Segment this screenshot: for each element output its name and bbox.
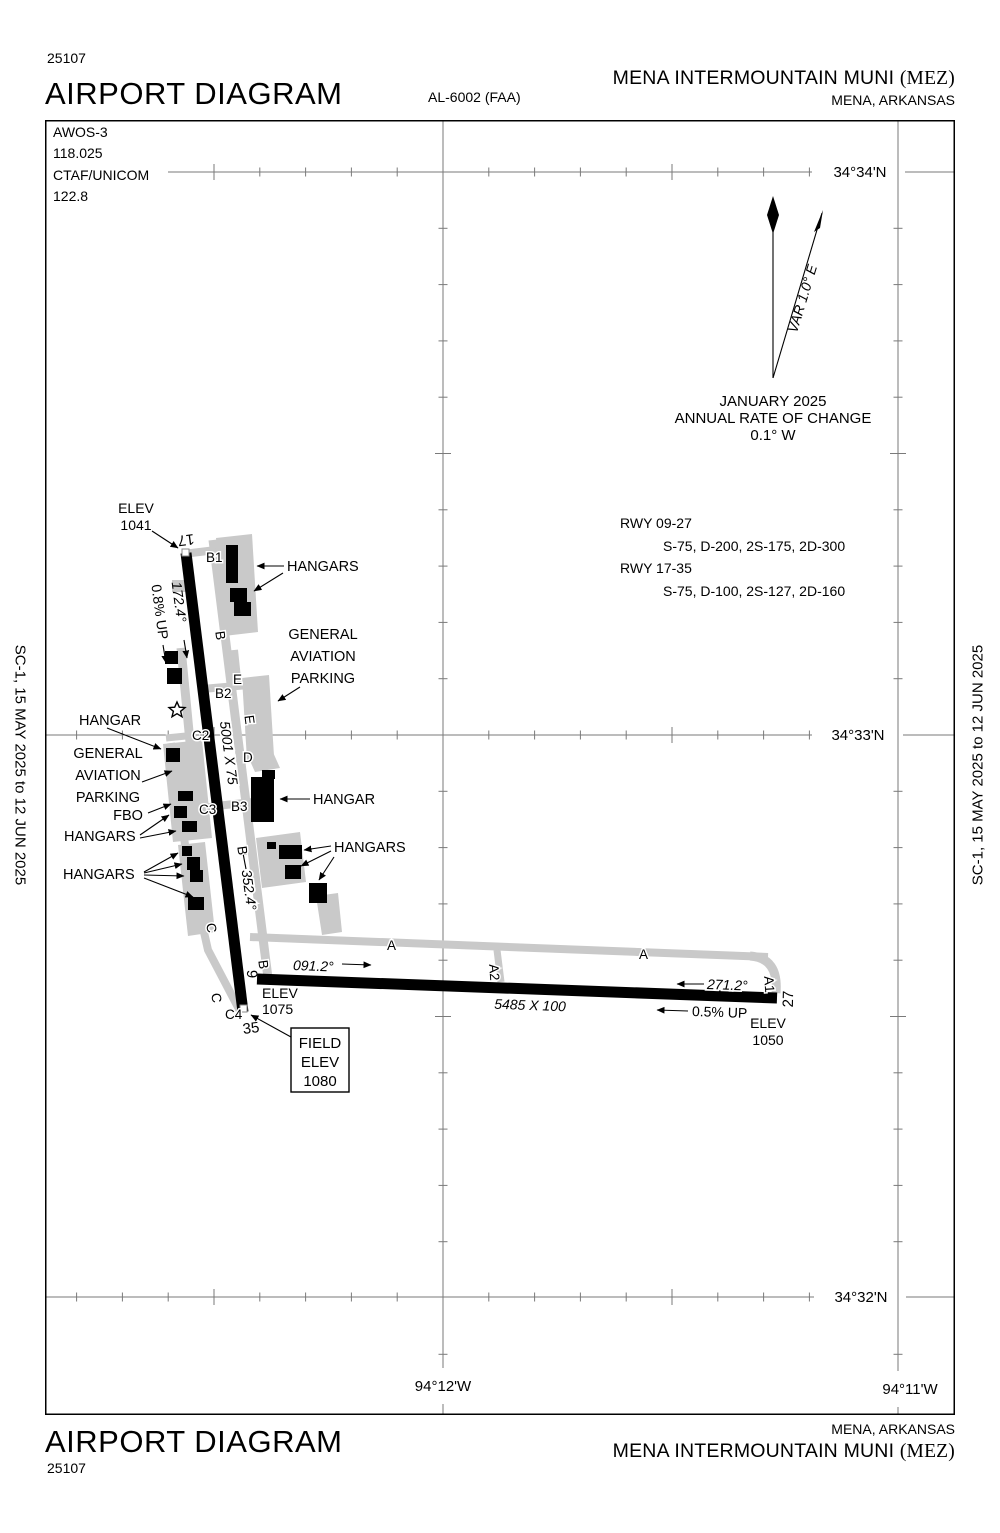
elev-27-line2: 1050 (752, 1032, 784, 1048)
taxiway-label-d: D (243, 750, 253, 765)
taxiway-network (163, 534, 776, 1011)
north-arrow-head-icon (767, 196, 779, 234)
variation-rate1: ANNUAL RATE OF CHANGE (674, 410, 872, 427)
comms-ctaf-freq: 122.8 (53, 188, 89, 204)
elev-17-arrow (152, 531, 178, 548)
lat-label-3434: 34°34'N (833, 164, 887, 181)
field-elev-line1: FIELD (298, 1035, 342, 1052)
variation-date: JANUARY 2025 (719, 393, 827, 410)
hangars-top-arrow2 (254, 573, 283, 591)
left-margin-edition: SC-1, 15 MAY 2025 to 12 JUN 2025 (11, 644, 29, 886)
chart-number-top: 25107 (47, 50, 86, 66)
hangar-building (226, 545, 238, 583)
hangar-west-label: HANGAR (79, 713, 142, 729)
taxiway-label-b2: B2 (215, 686, 232, 701)
taxiway-label-c2: C2 (192, 728, 210, 743)
hangar-building (174, 806, 187, 818)
taxiway-label-e: E (233, 672, 243, 687)
taxiway-label-a: A (387, 938, 397, 953)
hangar-building (279, 845, 302, 859)
field-elev-line2: ELEV (300, 1054, 340, 1071)
runway-17-bearing: 172.4° (168, 580, 190, 624)
right-margin-edition: SC-1, 15 MAY 2025 to 12 JUN 2025 (969, 644, 987, 886)
hangar-building (166, 748, 180, 762)
hangars-west1-arrow2 (140, 831, 176, 838)
airport-name-top (613, 67, 955, 90)
hangar-building (187, 857, 200, 870)
page-title-top: AIRPORT DIAGRAM (45, 76, 343, 111)
hangars-right-label: HANGARS (334, 840, 406, 856)
taxiway-label-a1: A1 (761, 975, 778, 994)
variation-label: VAR 1.0° E (784, 262, 821, 335)
airport-name-text: MENA INTERMOUNTAIN MUNI (612, 67, 900, 89)
bearing-09-arrow (342, 964, 371, 965)
north-variation-arrow (675, 196, 872, 444)
elev-09-line2: 1075 (262, 1001, 294, 1017)
hangar-building (309, 883, 327, 903)
building (167, 668, 182, 684)
ga-parking-east-line3: PARKING (290, 671, 356, 687)
runway-end-marker (182, 549, 189, 556)
slope-0927-arrow (657, 1010, 688, 1011)
hangars-west2-label: HANGARS (63, 867, 135, 883)
elev-17-line2: 1041 (120, 517, 152, 533)
runway-number-35: 35 (241, 1018, 261, 1039)
hangars-top-label: HANGARS (287, 559, 359, 575)
ga-parking-east-arrow (278, 687, 300, 701)
elev-09-line1: ELEV (262, 985, 298, 1001)
ga-parking-east-line1: GENERAL (288, 627, 358, 643)
taxiway-label-e2: E (241, 714, 258, 726)
airport-code-text-bottom: (MEZ) (899, 1441, 955, 1462)
hangar-east-label: HANGAR (313, 792, 376, 808)
hangars-west2-arrow3 (144, 875, 184, 876)
taxiway-label-c4b: C (208, 992, 225, 1004)
procedure-id: AL-6002 (FAA) (428, 89, 521, 105)
runway-1735-dimensions: 5001 X 75 (216, 720, 242, 786)
city-state-bottom: MENA, ARKANSAS (831, 1421, 955, 1437)
rwy1735-label: RWY 17-35 (620, 560, 692, 576)
taxiway-label-b4: B (234, 845, 251, 856)
chart-number-bottom: 25107 (47, 1460, 86, 1476)
taxiway-label-b3: B3 (231, 799, 248, 814)
lat-label-3432: 34°32'N (834, 1289, 888, 1306)
runway-strength-block (620, 515, 845, 599)
field-elev-line3: 1080 (303, 1073, 337, 1090)
airport-map (45, 120, 955, 1415)
runway-number-27: 27 (779, 990, 798, 1008)
runway-09-bearing: 091.2° (292, 957, 334, 975)
hangars-right-arrow3 (319, 857, 334, 880)
fbo-building (178, 791, 193, 801)
runway-number-17: 17 (176, 529, 196, 550)
elev-27-line1: ELEV (750, 1015, 786, 1031)
comms-ctaf: CTAF/UNICOM (53, 167, 150, 183)
fbo-label: FBO (113, 808, 143, 824)
east-mid-apron (256, 832, 306, 888)
rwy0927-label: RWY 09-27 (620, 515, 692, 531)
hangar-building (234, 602, 251, 616)
taxiway-label-b1: B1 (206, 550, 223, 565)
hangar-building (188, 897, 204, 910)
large-hangar-building (251, 777, 274, 822)
taxiway-a (250, 937, 768, 957)
magnetic-arrow-half-head-icon (814, 210, 823, 232)
ga-parking-east-line2: AVIATION (290, 649, 356, 665)
hangar-building (182, 821, 197, 832)
hangar-building (182, 846, 192, 856)
large-hangar-annex (262, 770, 275, 779)
ga-parking-west-line2: AVIATION (75, 768, 141, 784)
variation-rate2: 0.1° W (750, 427, 796, 444)
runway-0927-dimensions: 5485 X 100 (493, 995, 567, 1015)
west-apron-lower (178, 842, 215, 936)
hangars-west1-label: HANGARS (64, 829, 136, 845)
airport-name-text-bottom: MENA INTERMOUNTAIN MUNI (612, 1440, 900, 1462)
lon-label-9411: 94°11'W (882, 1381, 938, 1398)
comms-awos-freq: 118.025 (53, 145, 103, 161)
ga-parking-west-line3: PARKING (75, 790, 141, 806)
hangar-building (267, 842, 276, 849)
airport-name-bottom (613, 1440, 955, 1463)
hangars-right-arrow2 (301, 851, 331, 866)
runway-27-bearing: 271.2° (706, 976, 748, 994)
hangars-west1-arrow1 (140, 815, 169, 835)
taxiway-label-a-2: A (639, 947, 649, 962)
runway-number-9: 9 (242, 969, 261, 979)
hangar-building (285, 865, 301, 879)
ga-parking-west-line1: GENERAL (73, 746, 143, 762)
comms-block (53, 124, 149, 204)
rwy0927-codes: S-75, D-200, 2S-175, 2D-300 (663, 538, 846, 554)
elev-17-line1: ELEV (118, 500, 154, 516)
taxiway-label-a2: A2 (486, 963, 503, 982)
comms-awos: AWOS-3 (53, 124, 108, 140)
hangar-building (190, 870, 203, 882)
airport-code-text: (MEZ) (899, 68, 955, 89)
taxiway-c-north (181, 648, 190, 742)
runway-1735-slope: 0.8% UP (148, 583, 172, 641)
taxiway-label-c3: C3 (199, 802, 217, 817)
taxiway-label-b5: B (255, 959, 272, 970)
lat-label-3433: 34°33'N (831, 727, 885, 744)
page-title-bottom: AIRPORT DIAGRAM (45, 1424, 343, 1459)
fbo-arrow (148, 804, 171, 813)
lon-label-9412: 94°12'W (414, 1378, 472, 1395)
hangars-right-arrow1 (304, 846, 331, 850)
city-state-top: MENA, ARKANSAS (831, 92, 955, 108)
building (165, 651, 178, 664)
runway-35-bearing: 352.4° (238, 868, 260, 912)
rwy1735-codes: S-75, D-100, 2S-127, 2D-160 (663, 583, 846, 599)
taxiway-label-b: B (212, 630, 229, 641)
runway-0927-slope: 0.5% UP (691, 1003, 748, 1021)
taxiway-label-c: C (203, 922, 220, 934)
hangar-building (230, 588, 247, 602)
taxiway-label-c4: C4 (225, 1007, 243, 1022)
runway-09-27 (257, 979, 777, 998)
